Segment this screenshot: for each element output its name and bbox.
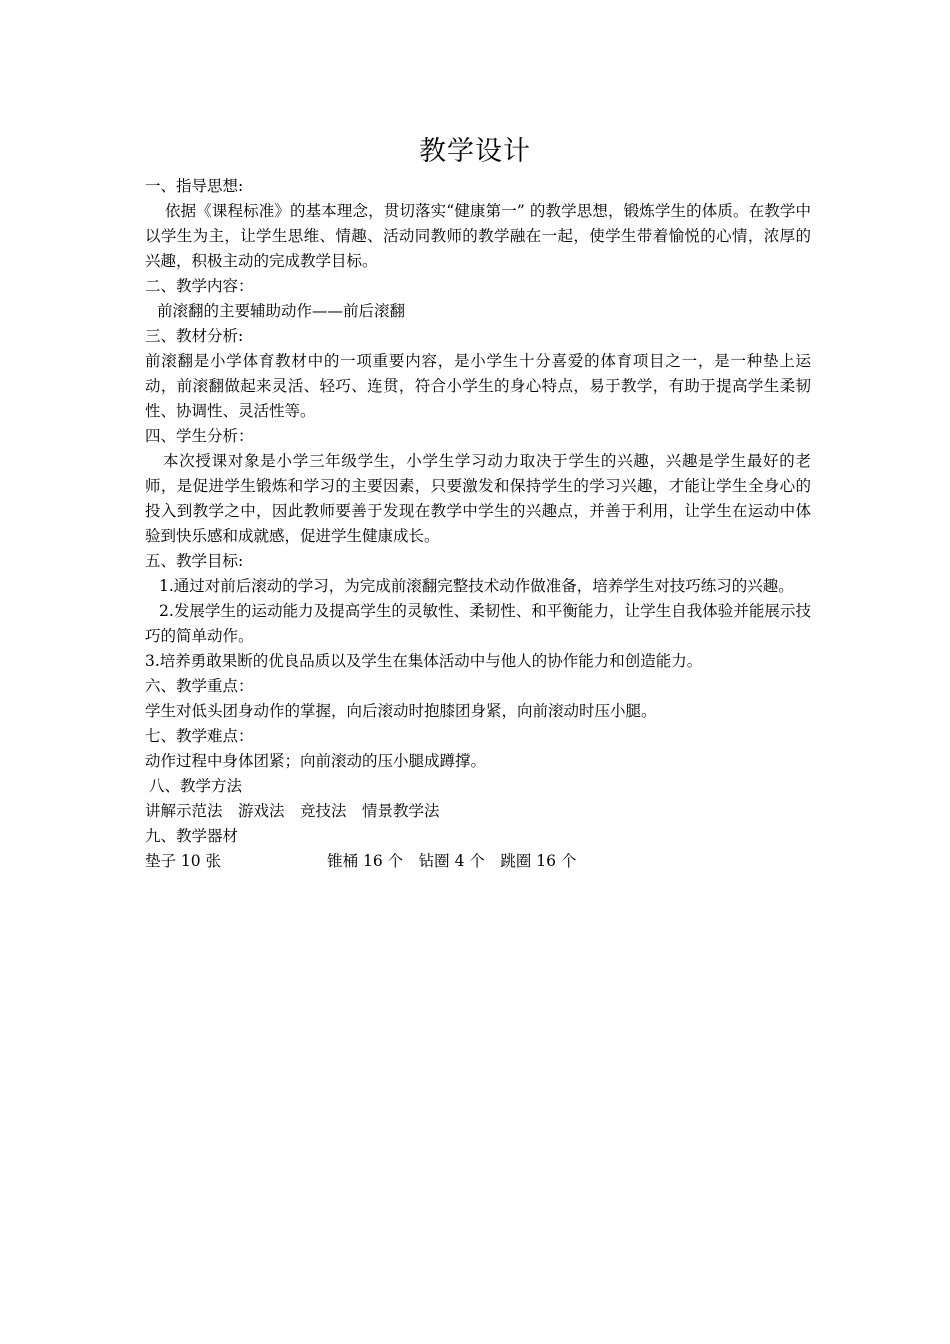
equipment-list [145,849,811,874]
document-body [145,174,811,874]
section-heading-teaching-goals: 五、教学目标: [145,552,244,570]
section-heading-teaching-equipment: 九、教学器材 [145,827,239,845]
section-heading-material-analysis: 三、教材分析: [145,327,244,345]
section-body-student-analysis: 本次授课对象是小学三年级学生，小学生学习动力取决于学生的兴趣，兴趣是学生最好的老师，是促进学生锻炼和学习的主要因素，只要激发和保持学生的学习兴趣，才能让学生全身心的投入到教学之中，因此教师要善于发现在教学中学生的兴趣点，并善于利用，让学生在运动中体验到快乐感和成就感，促进学生健康成长。 [145,452,811,545]
section-body-material-analysis: 前滚翻是小学体育教材中的一项重要内容，是小学生十分喜爱的体育项目之一，是一种垫上运动，前滚翻做起来灵活、轻巧、连贯，符合小学生的身心特点，易于教学，有助于提高学生柔韧性、协调性、灵活性等。 [145,352,811,420]
section-heading-student-analysis: 四、学生分析： [145,427,254,445]
section-heading-guiding-thought: 一、指导思想: [145,177,244,195]
section-heading-key-points: 六、教学重点： [145,677,254,695]
section-body-teaching-content: 前滚翻的主要辅助动作——前后滚翻 [157,302,406,320]
teaching-goal-item-2: 2.发展学生的运动能力及提高学生的灵敏性、柔韧性、和平衡能力，让学生自我体验并能展示技巧的简单动作。 [145,602,811,645]
equipment-mats: 垫子 10 张 [145,852,222,870]
document-title: 教学设计 [419,136,531,167]
teaching-goal-item-1: 1.通过对前后滚动的学习，为完成前滚翻完整技术动作做准备，培养学生对技巧练习的兴趣。 [159,577,794,595]
section-body-guiding-thought: 依据《课程标准》的基本理念，贯切落实“健康第一” 的教学思想，锻炼学生的体质。在教学中以学生为主，让学生思维、情趣、活动同教师的教学融在一起，使学生带着愉悦的心情，浓厚的兴趣，积极主动的完成教学目标。 [145,202,811,270]
equipment-others: 锥桶 16 个 钻圈 4 个 跳圈 16 个 [327,852,577,870]
section-body-key-points: 学生对低头团身动作的掌握，向后滚动时抱膝团身紧，向前滚动时压小腿。 [145,702,657,720]
section-heading-difficulties: 七、教学难点： [145,727,254,745]
teaching-goal-item-3: 3.培养勇敢果断的优良品质以及学生在集体活动中与他人的协作能力和创造能力。 [145,652,703,670]
section-heading-teaching-methods: 八、教学方法 [149,777,243,795]
section-heading-teaching-content: 二、教学内容： [145,277,254,295]
section-body-difficulties: 动作过程中身体团紧；向前滚动的压小腿成蹲撑。 [145,752,487,770]
section-body-teaching-methods: 讲解示范法 游戏法 竞技法 情景教学法 [145,802,440,820]
